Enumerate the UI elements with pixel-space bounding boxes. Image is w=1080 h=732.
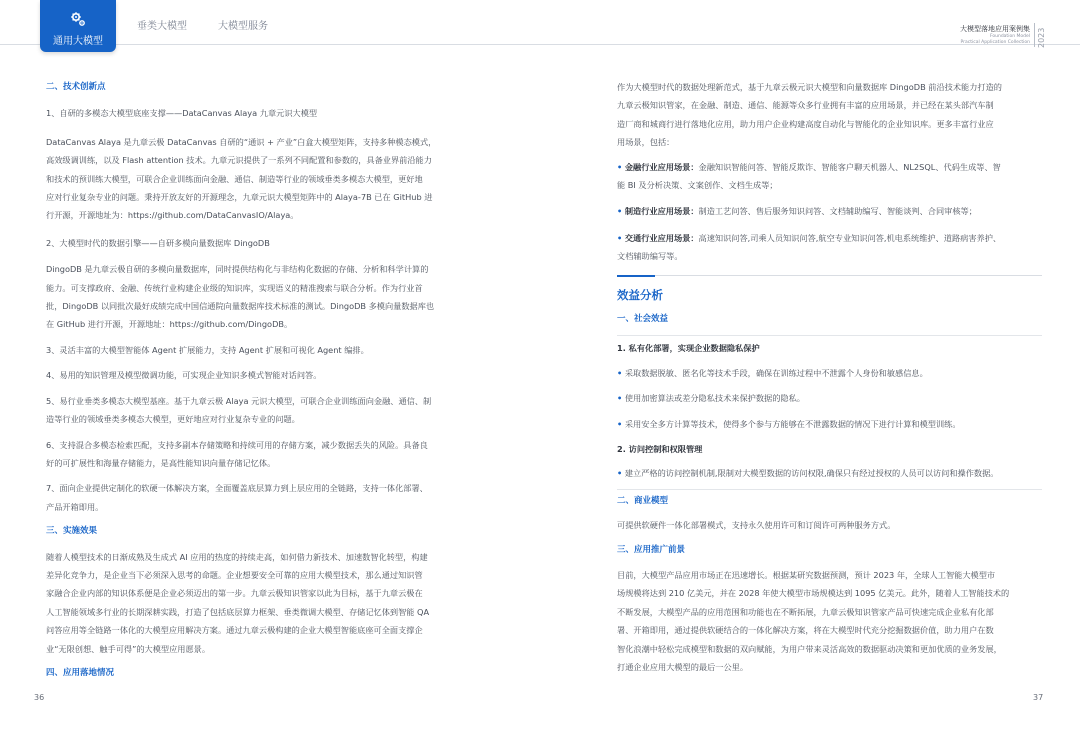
bullet-text: 制造工艺问答、售后服务知识问答、文档辅助编写、智能谈判、合同审核等；: [698, 206, 977, 217]
brand-subtitle-1: Foundation Model: [989, 34, 1030, 39]
bullet-dot: •: [617, 418, 623, 429]
results-line: 随着人模型技术的日渐成熟及生成式 AI 应用的热度的持续走高，如何借力新技术、加速数智化转型，构建: [46, 551, 428, 562]
results-line: 家融合企业内部的知识体系便是企业必须迈出的第一步。九章云极知识管家以此为目标，基于九章云极在: [46, 588, 423, 599]
prospect-line: 目前，大模型产品应用市场正在迅速增长。根据某研究数据预测，预计 2023 年，全球人工智能大模型市: [617, 570, 996, 581]
bullet-finance-cont: 能 BI 及分析决策、文案创作、文档生成等；: [617, 180, 778, 191]
paragraph-2-line: 批，DingoDB 以同批次最好成绩完成中国信通院向量数据库技术标准的测试。DingoDB 多模向量数据库也: [46, 301, 435, 312]
intro-line: 造厂商和城商行进行落地化应用，助力用户企业构建高度自动化与智能化的企业知识库。更多丰富行业应: [617, 118, 994, 129]
privacy-heading: 1. 私有化部署，实现企业数据隐私保护: [617, 343, 760, 354]
tab-vertical-model[interactable]: 垂类大模型: [137, 21, 187, 32]
privacy-item: [617, 389, 1042, 407]
paragraph-1-line: 行开源，开源地址为：https://github.com/DataCanvasIO/Alaya。: [46, 210, 299, 221]
tab-general-model[interactable]: [40, 0, 116, 52]
paragraph-2-line: 能力。可支撑政府、金融、传统行业构建企业级的知识库，实现语义的精准搜索与联合分析。作为行业首: [46, 282, 423, 293]
intro-line: 作为大模型时代的数据处理新范式，基于九章云极元识大模型和向量数据库 DingoDB 前沿技术能力打造的: [617, 82, 1002, 92]
bullet-label: 交通行业应用场景：: [624, 232, 699, 243]
bullet-label: 制造行业应用场景：: [624, 206, 699, 217]
bullet-dot: •: [617, 206, 623, 217]
privacy-item: [617, 364, 1042, 382]
brand-title: 大模型落地应用案例集: [960, 25, 1030, 33]
paragraph-7-line: 产品开箱即用。: [46, 501, 104, 512]
paragraph-6-line: 好的可扩展性和海量存储能力，是高性能知识向量存储记忆体。: [46, 457, 276, 468]
intro-line: 用场景，包括：: [617, 137, 675, 148]
prospect-line: 不断发展，大模型产品的应用范围和功能也在不断拓展，九章云极知识管家产品可快速完成企业私有化部: [617, 606, 994, 617]
intro-line: 九章云极知识管家，在金融、制造、通信、能源等众多行业拥有丰富的应用场景，并已经在某头部汽车制: [617, 100, 994, 111]
section-title-innovation: 二、技术创新点: [46, 82, 106, 92]
results-line: 业“无限创想、触手可得”的大模型应用愿景。: [46, 643, 211, 654]
section-title-prospect: 三、应用推广前景: [617, 544, 686, 555]
paragraph-6-line: 6、支持混合多模态检索匹配，支持多副本存储策略和持续可用的存储方案，减少数据丢失的风险。具备良: [46, 439, 428, 450]
prospect-line: 场规模将达到 210 亿美元，并在 2028 年使大模型市场规模达到 1095 亿美元。此外，随着人工智能技术的: [617, 588, 1010, 599]
prospect-line: 智化浪潮中轻松完成模型和数据的双向赋能，为用户带来灵活高效的数据驱动决策和更加优质的业务发展，: [617, 643, 1002, 654]
access-item: [617, 464, 1042, 482]
benefit-top-rule: [617, 275, 1042, 276]
tab-general-model-label: 通用大模型: [53, 36, 103, 47]
brand-subtitle-2: Practical Application Collection: [960, 40, 1030, 45]
paragraph-5-line: 5、易行业垂类多模态大模型基座。基于九章云极 Alaya 元识大模型，可联合企业训练面向金融、通信、制: [46, 395, 432, 406]
bullet-dot: •: [617, 161, 623, 172]
header-divider: [0, 44, 1080, 45]
bullet-dot: •: [617, 367, 623, 378]
section-title-business: 二、商业模型: [617, 495, 669, 506]
gear-network-icon: [70, 11, 86, 27]
access-item-text: 建立严格的访问控制机制,限制对大模型数据的访问权限,确保只有经过授权的人员可以访问和操作数据。: [624, 468, 999, 479]
privacy-item-text: 采用安全多方计算等技术，使得多个参与方能够在不泄露数据的情况下进行计算和模型训练。: [624, 418, 961, 429]
brand-block: [960, 25, 1030, 46]
paragraph-2-line: DingoDB 是九章云极自研的多模向量数据库，同时提供结构化与非结构化数据的存储、分析和科学计算的: [46, 264, 429, 275]
paragraph-4: 4、易用的知识管理及模型微调功能，可实现企业知识多模式智能对话问答。: [46, 370, 322, 381]
bullet-transport-cont: 文档辅助编写等。: [617, 251, 683, 262]
tab-model-services[interactable]: 大模型服务: [218, 21, 268, 32]
paragraph-7-line: 7、面向企业提供定制化的软硬一体解决方案，全面覆盖底层算力到上层应用的全链路，支持一体化部署、: [46, 483, 428, 494]
paragraph-5-line: 造等行业的领域垂类多模态大模型，更好地应对行业复杂专业的问题。: [46, 414, 300, 425]
privacy-item-text: 使用加密算法或差分隐私技术来保护数据的隐私。: [624, 393, 805, 404]
bullet-dot: •: [617, 232, 623, 243]
access-heading: 2. 访问控制和权限管理: [617, 444, 703, 455]
results-line: 人工智能领域多行业的长期深耕实践，打造了包括底层算力框架、垂类微调大模型、存储记忆体到智能 QA: [46, 606, 430, 617]
bullet-dot: •: [617, 393, 623, 404]
bullet-finance: [617, 158, 1042, 176]
prospect-line: 打通企业应用大模型的最后一公里。: [617, 662, 749, 673]
paragraph-2-line: 在 GitHub 进行开源，开源地址：https://github.com/DingoDB。: [46, 319, 293, 330]
paragraph-1-line: DataCanvas Alaya 是九章云极 DataCanvas 自研的“通识 + 产业”白盒大模型矩阵，支持多种模态模式，: [46, 136, 437, 147]
year-label: 2023: [1037, 27, 1046, 48]
section-title-social: 一、社会效益: [617, 314, 669, 324]
results-line: 问答应用等全链路一体化的大模型应用解决方案。通过九章云极构建的企业大模型智能底座可全面支撑企: [46, 625, 423, 636]
benefit-column: [617, 310, 1042, 677]
bullet-dot: •: [617, 468, 623, 479]
results-line: 差异化竞争力，是企业当下必须深入思考的命题。企业想要安全可靠的应用大模型技术，那么通过知识管: [46, 569, 423, 580]
paragraph-1-heading: 1、自研的多模态大模型底座支撑——DataCanvas Alaya 九章元识大模型: [46, 108, 318, 119]
bullet-transport: [617, 229, 1042, 247]
privacy-item-text: 采取数据脱敏、匿名化等技术手段，确保在训练过程中不泄露个人身份和敏感信息。: [624, 367, 928, 378]
bullet-text: 金融知识智能问答、智能反欺诈、智能客户聊天机器人、NL2SQL、代码生成等、智: [698, 161, 1001, 172]
left-column: [46, 78, 476, 682]
paragraph-1-line: 应对行业复杂专业的问题。秉持开放友好的开源理念，九章元识大模型矩阵中的 Alaya-7B 已在 GitHub 进: [46, 192, 433, 203]
bullet-manufacturing: [617, 202, 1042, 220]
section-title-results: 三、实施效果: [46, 526, 98, 537]
page-number-left: 36: [34, 693, 45, 702]
bullet-text: 高速知识问答,司乘人员知识问答,航空专业知识问答,机电系统维护、道路病害养护、: [698, 232, 1002, 243]
paragraph-1-line: 高效级调训练，以及 Flash attention 技术。九章元识提供了一系列不同配置和参数的，具备业界前沿能力: [46, 155, 432, 166]
paragraph-1-line: 和技术的预训练大模型，可联合企业训练面向金融、通信、制造等行业的领域垂类多模态大模型，更好地: [46, 173, 423, 184]
paragraph-3: 3、灵活丰富的大模型智能体 Agent 扩展能力，支持 Agent 扩展和可视化 Agent 编排。: [46, 344, 369, 355]
section-title-deployment: 四、应用落地情况: [46, 667, 115, 678]
privacy-item: [617, 415, 1042, 433]
prospect-line: 署、开箱即用，通过提供软硬结合的一体化解决方案，将在大模型时代充分挖掘数据价值，助力用户在数: [617, 625, 994, 636]
benefit-analysis-title: 效益分析: [617, 288, 663, 302]
business-text: 可提供软硬件一体化部署模式，支持永久使用许可和订阅许可两种服务方式。: [617, 520, 896, 531]
paragraph-2-heading: 2、大模型时代的数据引擎——自研多模向量数据库 DingoDB: [46, 237, 270, 248]
benefit-accent-rule: [617, 275, 655, 277]
page-number-right: 37: [1033, 693, 1044, 702]
right-column: [617, 78, 1042, 266]
bullet-label: 金融行业应用场景：: [624, 161, 699, 172]
brand-separator: [1034, 23, 1035, 47]
